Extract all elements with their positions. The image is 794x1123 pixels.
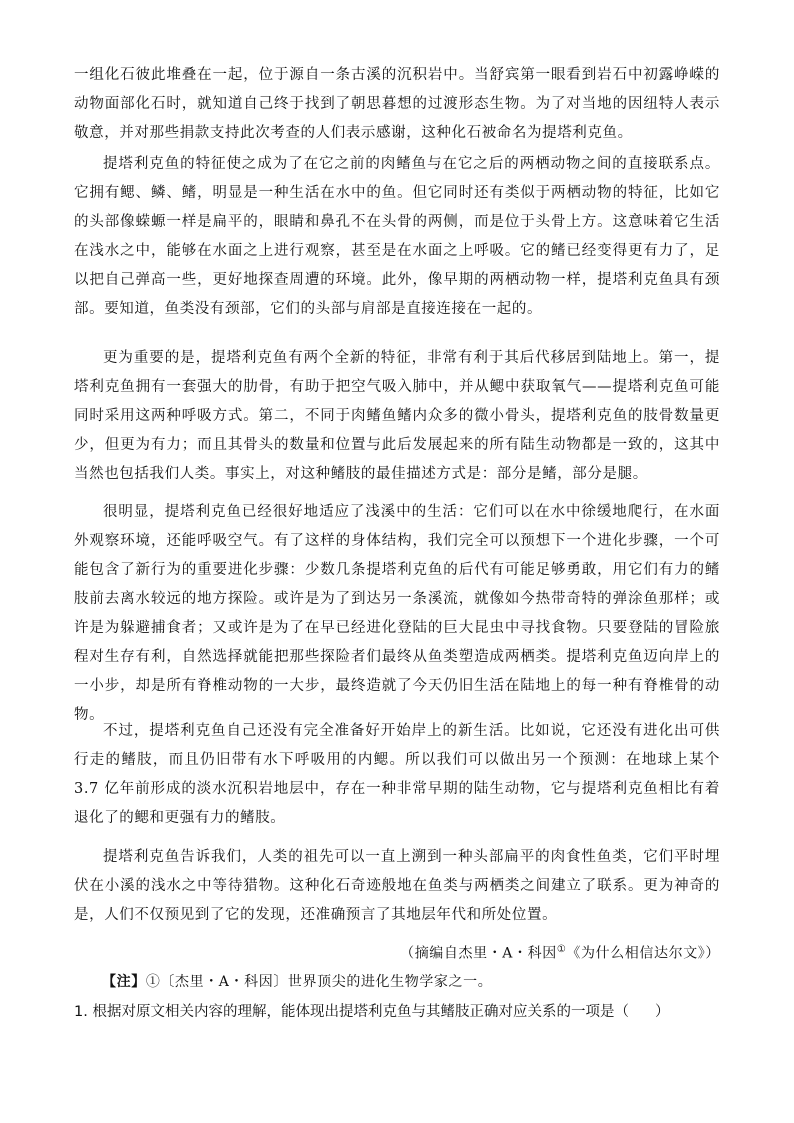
source-prefix: （摘编自杰里・A・科因 [400,945,557,962]
footnote-label: 【注】 [102,974,146,990]
paragraph-adaptation: 很明显，提塔利克鱼已经很好地适应了浅溪中的生活：它们可以在水中徐缓地爬行，在水面外观察环境，还能呼吸空气。有了这样的身体结构，我们完全可以预想下一个进化步骤，一个可能包含了新行为的重要进化步骤：少数几条提塔利克鱼的后代有可能足够勇敢，用它们有力的鳍肢前去离水较远的地方探险。或许是为了到达另一条溪流，就像如今热带奇特的弹涂鱼那样；或许是为躲避捕食者；又或许是为了在早已经进化登陆的巨大昆虫中寻找食物。只要登陆的冒险旅程对生存有利，自然选择就能把那些探险者们最终从鱼类塑造成两栖类。提塔利克鱼迈向岸上的一小步，却是所有脊椎动物的一大步，最终造就了今天仍旧生活在陆地上的每一种有脊椎骨的动物。 [74,504,720,723]
question-1-text: 1. 根据对原文相关内容的理解，能体现出提塔利克鱼与其鳍肢正确对应关系的一项是（ [74,1004,629,1020]
source-footnote-marker: ① [556,944,567,955]
question-1 [74,1000,669,1024]
paragraph-conclusion: 提塔利克鱼告诉我们，人类的祖先可以一直上溯到一种头部扁平的肉食性鱼类，它们平时埋伏在小溪的浅水之中等待猎物。这种化石奇迹般地在鱼类与两栖类之间建立了联系。更为神奇的是，人们不仅预见到了它的发现，还准确预言了其地层年代和所处位置。 [74,849,720,923]
paragraph-tiktaalik-features: 提塔利克鱼的特征使之成为了在它之前的肉鳍鱼与在它之后的两栖动物之间的直接联系点。它拥有鳃、鳞、鳍，明显是一种生活在水中的鱼。但它同时还有类似于两栖动物的特征，比如它的头部像蝾螈一样是扁平的，眼睛和鼻孔不在头骨的两侧，而是位于头骨上方。这意味着它生活在浅水之中，能够在水面之上进行观察，甚至是在水面之上呼吸。它的鳍已经变得更有力了，足以把自己弹高一些，更好地探查周遭的环境。此外，像早期的两栖动物一样，提塔利克鱼具有颈部。要知道，鱼类没有颈部，它们的头部与肩部是直接连接在一起的。 [74,156,720,317]
source-title: 《为什么相信达尔文》） [566,945,720,962]
paragraph-prediction: 不过，提塔利克鱼自己还没有完全准备好开始岸上的新生活。比如说，它还没有进化出可供行走的鳍肢，而且仍旧带有水下呼吸用的内鳃。所以我们可以做出另一个预测：在地球上某个 3.7 亿年前形成的淡水沉积岩地层中，存在一种非常早期的陆生动物，它与提塔利克鱼相比有着退化了的鳃和更强有力的鳍肢。 [74,723,720,826]
footnote-text: ①〔杰里・A・科因〕世界顶尖的进化生物学家之一。 [145,974,493,990]
footnote [102,970,492,994]
source-citation [400,938,720,966]
paragraph-new-features: 更为重要的是，提塔利克鱼有两个全新的特征，非常有利于其后代移居到陆地上。第一，提塔利克鱼拥有一套强大的肋骨，有助于把空气吸入肺中，并从鳃中获取氧气——提塔利克鱼可能同时采用这两种呼吸方式。第二，不同于肉鳍鱼鳍内众多的微小骨头，提塔利克鱼的肢骨数量更少，但更为有力；而且其骨头的数量和位置与此后发展起来的所有陆生动物都是一致的，这其中当然也包括我们人类。事实上，对这种鳍肢的最佳描述方式是：部分是鳍，部分是腿。 [74,350,720,482]
question-1-close: ） [654,1004,670,1020]
paragraph-fossil-discovery: 一组化石彼此堆叠在一起，位于源自一条古溪的沉积岩中。当舒宾第一眼看到岩石中初露峥嵘的动物面部化石时，就知道自己终于找到了朝思暮想的过渡形态生物。为了对当地的因纽特人表示敬意，并对那些捐款支持此次考查的人们表示感谢，这种化石被命名为提塔利克鱼。 [74,67,720,141]
